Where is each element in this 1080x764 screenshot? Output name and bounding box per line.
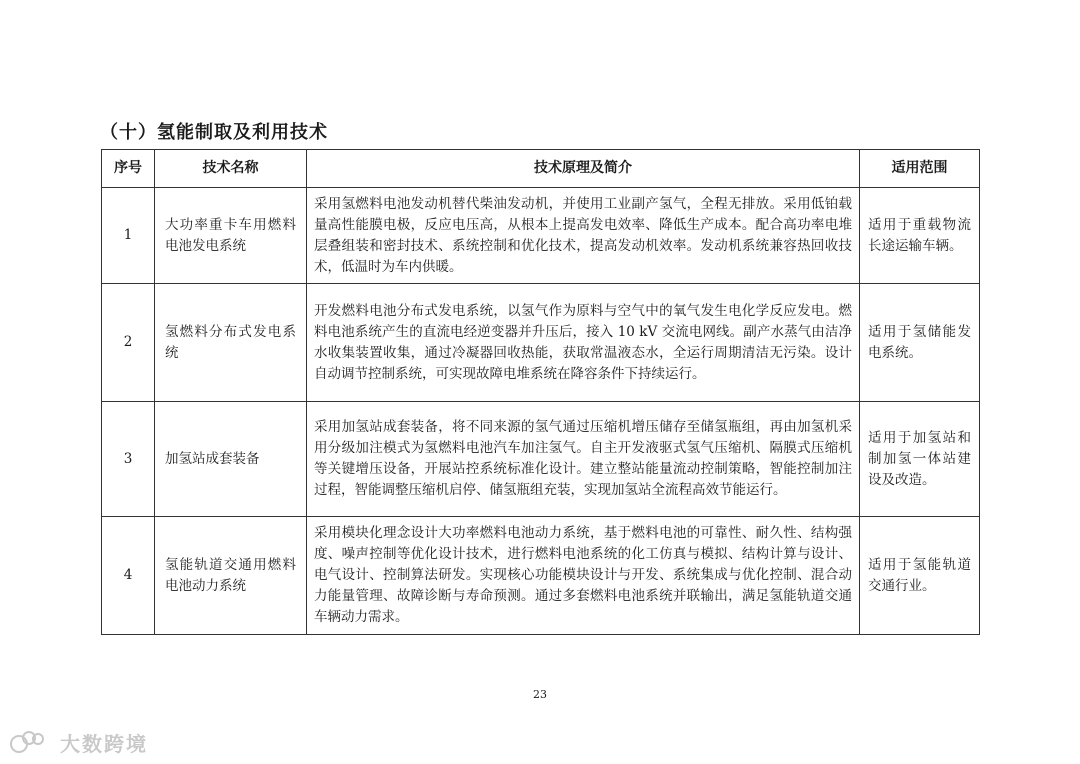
- row-name: 大功率重卡车用燃料电池发电系统: [155, 188, 307, 284]
- row-desc: 采用加氢站成套装备，将不同来源的氢气通过压缩机增压储存至储氢瓶组，再由加氢机采用分级加注模式为氢燃料电池汽车加注氢气。自主开发液驱式氢气压缩机、隔膜式压缩机等关键增压设备，开展站控系统标准化设计。建立整站能量流动控制策略，智能控制加注过程，智能调整压缩机启停、储氢瓶组充装，实现加氢站全流程高效节能运行。: [307, 402, 860, 517]
- row-name: 加氢站成套装备: [155, 402, 307, 517]
- row-desc: 采用氢燃料电池发动机替代柴油发动机，并使用工业副产氢气，全程无排放。采用低铂载量高性能膜电极，反应电压高，从根本上提高发电效率、降低生产成本。配合高功率电堆层叠组装和密封技术、系统控制和优化技术，提高发动机效率。发动机系统兼容热回收技术，低温时为车内供暖。: [307, 188, 860, 284]
- page-number: 23: [533, 688, 547, 701]
- row-no: 2: [102, 284, 155, 402]
- row-name: 氢燃料分布式发电系统: [155, 284, 307, 402]
- header-name: 技术名称: [155, 150, 307, 188]
- table-row: [102, 284, 980, 402]
- technology-table: [101, 149, 980, 635]
- row-no: 1: [102, 188, 155, 284]
- section-title: （十）氢能制取及利用技术: [100, 122, 328, 143]
- table-header-row: [102, 150, 980, 188]
- row-scope: 适用于氢能轨道交通行业。: [860, 517, 980, 635]
- row-desc: 采用模块化理念设计大功率燃料电池动力系统，基于燃料电池的可靠性、耐久性、结构强度、噪声控制等优化设计技术，进行燃料电池系统的化工仿真与模拟、结构计算与设计、电气设计、控制算法研发。实现核心功能模块设计与开发、系统集成与优化控制、混合动力能量管理、故障诊断与寿命预测。通过多套燃料电池系统并联输出，满足氢能轨道交通车辆动力需求。: [307, 517, 860, 635]
- row-no: 4: [102, 517, 155, 635]
- row-name: 氢能轨道交通用燃料电池动力系统: [155, 517, 307, 635]
- header-no: 序号: [102, 150, 155, 188]
- row-scope: 适用于加氢站和制加氢一体站建设及改造。: [860, 402, 980, 517]
- watermark-text: 大数跨境: [60, 732, 148, 756]
- table-row: [102, 517, 980, 635]
- table-row: [102, 402, 980, 517]
- watermark: [10, 728, 148, 757]
- row-no: 3: [102, 402, 155, 517]
- row-scope: 适用于重载物流长途运输车辆。: [860, 188, 980, 284]
- table-row: [102, 188, 980, 284]
- row-desc: 开发燃料电池分布式发电系统，以氢气作为原料与空气中的氧气发生电化学反应发电。燃料电池系统产生的直流电经逆变器并升压后，接入 10 kV 交流电网线。副产水蒸气由洁净水收集装置收集，通过冷凝器回收热能，获取常温液态水，全运行周期清洁无污染。设计自动调节控制系统，可实现故障电堆系统在降容条件下持续运行。: [307, 284, 860, 402]
- header-desc: 技术原理及简介: [307, 150, 860, 188]
- header-scope: 适用范围: [860, 150, 980, 188]
- row-scope: 适用于氢储能发电系统。: [860, 284, 980, 402]
- watermark-logo-icon: [10, 731, 54, 755]
